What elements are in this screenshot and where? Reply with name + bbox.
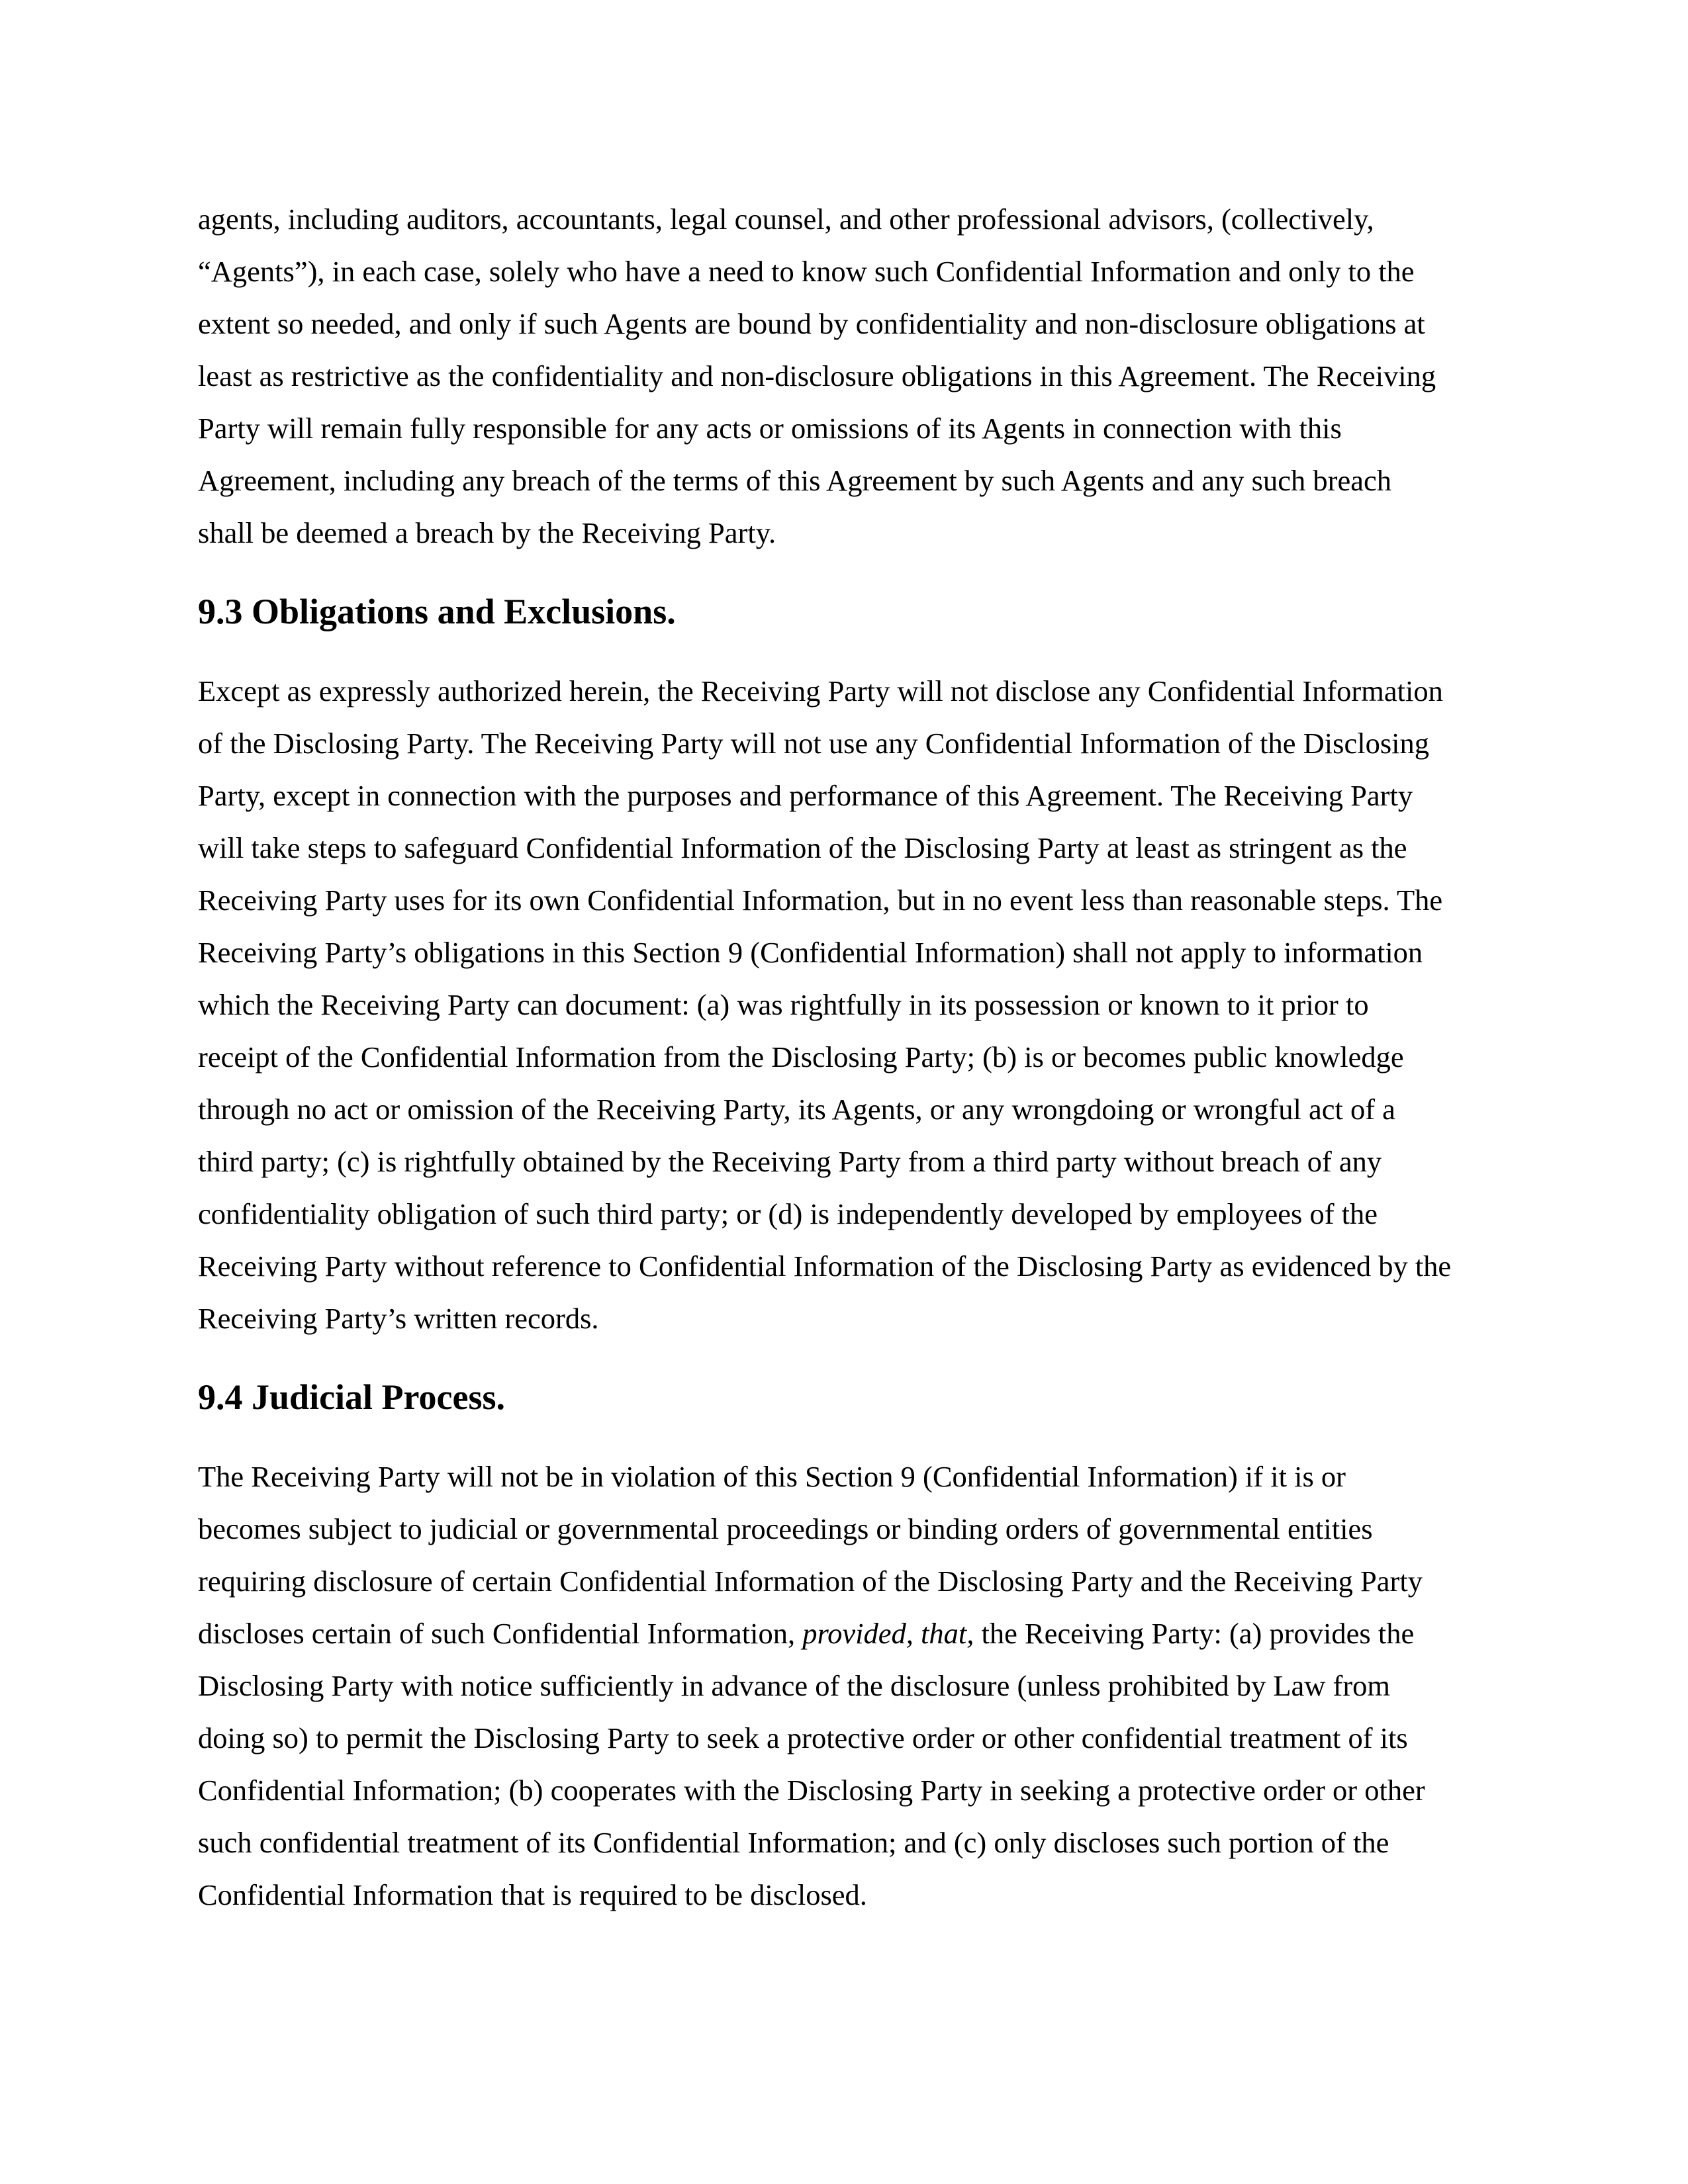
text-line: Confidential Information that is required to be disclosed. bbox=[198, 1878, 867, 1911]
text-line: shall be deemed a breach by the Receiving Party. bbox=[198, 516, 776, 549]
text-line: The Receiving Party will not be in violation of this Section 9 (Confidential Information) if it is or bbox=[198, 1460, 1346, 1493]
section-period: . bbox=[496, 1377, 505, 1417]
text-line: Receiving Party’s written records. bbox=[198, 1302, 599, 1335]
section-heading-9-4 bbox=[198, 1374, 1495, 1420]
text-line: receipt of the Confidential Information from the Disclosing Party; (b) is or becomes public knowledge bbox=[198, 1040, 1404, 1073]
text-line: requiring disclosure of certain Confidential Information of the Disclosing Party and the Receiving Party bbox=[198, 1565, 1423, 1598]
section-number: 9.3 bbox=[198, 592, 243, 631]
document-body bbox=[198, 193, 1495, 1921]
text-line: which the Receiving Party can document: (a) was rightfully in its possession or known to it prior to bbox=[198, 988, 1369, 1021]
text-line: Agreement, including any breach of the terms of this Agreement by such Agents and any such breach bbox=[198, 464, 1391, 497]
paragraph-agents bbox=[198, 193, 1495, 559]
paragraph-obligations-exclusions bbox=[198, 665, 1495, 1345]
section-title: Obligations and Exclusions bbox=[242, 592, 667, 631]
text-line: Party, except in connection with the purposes and performance of this Agreement. The Receiving Party bbox=[198, 779, 1413, 812]
text-line: Except as expressly authorized herein, the Receiving Party will not disclose any Confidential Information bbox=[198, 674, 1443, 707]
text-line: becomes subject to judicial or governmental proceedings or binding orders of governmental entities bbox=[198, 1512, 1373, 1545]
text-line: least as restrictive as the confidentiality and non-disclosure obligations in this Agreement. The Receiving bbox=[198, 359, 1436, 392]
text-line: doing so) to permit the Disclosing Party to seek a protective order or other confidential treatment of its bbox=[198, 1721, 1408, 1754]
text-line: will take steps to safeguard Confidential Information of the Disclosing Party at least as stringent as the bbox=[198, 831, 1407, 864]
italic-proviso: provided, that, bbox=[802, 1617, 974, 1650]
section-title: Judicial Process bbox=[242, 1377, 496, 1417]
text-line: Receiving Party’s obligations in this Section 9 (Confidential Information) shall not apply to information bbox=[198, 936, 1423, 969]
paragraph-judicial-process bbox=[198, 1451, 1495, 1921]
text-line: Receiving Party uses for its own Confidential Information, but in no event less than reasonable steps. The bbox=[198, 884, 1443, 917]
text-line: Receiving Party without reference to Confidential Information of the Disclosing Party as evidenced by the bbox=[198, 1250, 1452, 1283]
text-line: Disclosing Party with notice sufficiently in advance of the disclosure (unless prohibited by Law from bbox=[198, 1669, 1391, 1702]
text-line: Confidential Information; (b) cooperates with the Disclosing Party in seeking a protective order or other bbox=[198, 1774, 1425, 1807]
text-line: such confidential treatment of its Confidential Information; and (c) only discloses such portion of the bbox=[198, 1826, 1389, 1859]
text-segment: the Receiving Party: (a) provides the bbox=[974, 1617, 1415, 1650]
text-line: confidentiality obligation of such third party; or (d) is independently developed by employees of the bbox=[198, 1197, 1378, 1230]
text-line: extent so needed, and only if such Agents are bound by confidentiality and non-disclosure obligations at bbox=[198, 307, 1425, 340]
section-period: . bbox=[667, 592, 676, 631]
text-line: “Agents”), in each case, solely who have a need to know such Confidential Information and only to the bbox=[198, 255, 1415, 288]
text-line-with-italic bbox=[198, 1608, 1495, 1660]
section-heading-9-3 bbox=[198, 588, 1495, 635]
text-line: third party; (c) is rightfully obtained by the Receiving Party from a third party without breach of any bbox=[198, 1145, 1382, 1178]
text-line: through no act or omission of the Receiving Party, its Agents, or any wrongdoing or wrongful act of a bbox=[198, 1093, 1395, 1126]
text-line: of the Disclosing Party. The Receiving Party will not use any Confidential Information of the Disclosing bbox=[198, 727, 1430, 760]
section-number: 9.4 bbox=[198, 1377, 243, 1417]
text-line: agents, including auditors, accountants, legal counsel, and other professional advisors, (collectively, bbox=[198, 203, 1374, 236]
text-segment: discloses certain of such Confidential Information, bbox=[198, 1617, 803, 1650]
text-line: Party will remain fully responsible for any acts or omissions of its Agents in connection with this bbox=[198, 412, 1342, 445]
